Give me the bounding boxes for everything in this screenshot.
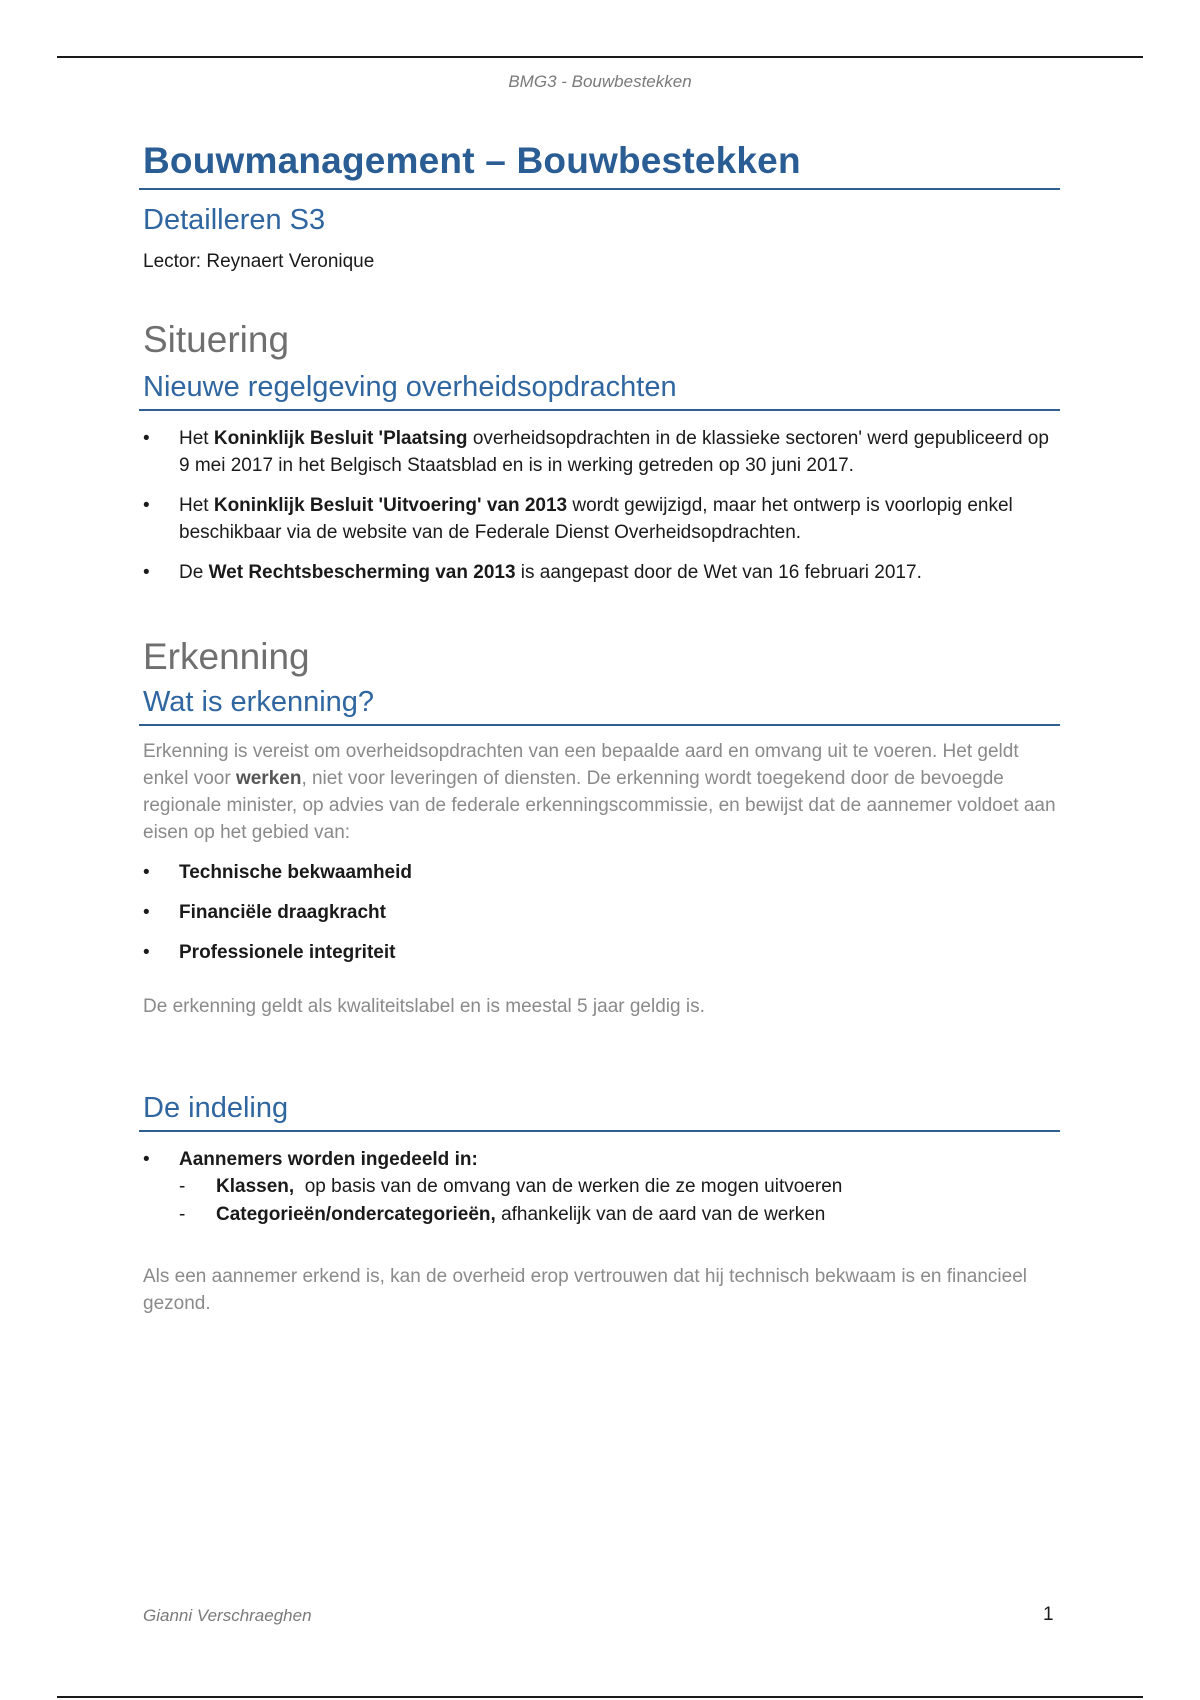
item-bold: Koninklijk Besluit 'Plaatsing — [213, 428, 468, 449]
page-number: 1 — [1043, 1604, 1054, 1625]
bullet-icon: • — [143, 428, 150, 449]
regelgeving-list — [143, 425, 1060, 586]
heading-erkenning: Erkenning — [143, 636, 310, 677]
bullet-icon: • — [143, 942, 150, 963]
list-item — [143, 425, 1060, 479]
dash-icon: - — [179, 1176, 186, 1197]
footer-author: Gianni Verschraeghen — [143, 1606, 312, 1625]
document-title: Bouwmanagement – Bouwbestekken — [139, 140, 1060, 190]
item-text: is aangepast door de Wet van 16 februari 2017. — [515, 562, 922, 583]
running-header: BMG3 - Bouwbestekken — [508, 72, 692, 91]
footer-rule — [57, 1696, 1143, 1698]
criterion-label: Technische bekwaamheid — [179, 862, 413, 883]
item-bold: Koninklijk Besluit 'Uitvoering' van 2013 — [213, 495, 568, 516]
sublist-item — [179, 1173, 1060, 1201]
list-item — [143, 939, 1060, 966]
intro-text: , niet voor leveringen of diensten. De erkenning wordt toegekend door de bevoegde regionale minister, op advies van de federale erkenningscommissie, en bewijst dat de aannemer voldoet aan eisen op het gebied van: — [143, 768, 1056, 843]
page-body — [143, 140, 1060, 1317]
heading-situering: Situering — [143, 319, 290, 360]
criterion-label: Financiële draagkracht — [179, 902, 386, 923]
list-item — [143, 1146, 1060, 1229]
lector-line: Lector: Reynaert Veronique — [143, 251, 375, 272]
item-text: Het — [179, 495, 214, 516]
bullet-icon: • — [143, 862, 150, 883]
dash-icon: - — [179, 1204, 186, 1225]
subitem-bold: Categorieën/ondercategorieën, — [216, 1204, 496, 1225]
list-item — [143, 899, 1060, 926]
subheading-wat-is-erkenning: Wat is erkenning? — [139, 686, 1060, 726]
indeling-list — [143, 1146, 1060, 1229]
list-item — [143, 859, 1060, 886]
indeling-lead: Aannemers worden ingedeeld in: — [179, 1149, 478, 1170]
item-text: overheidsopdrachten in de klassieke sectoren' werd gepubliceerd op 9 mei 2017 in het Belgisch Staatsblad en is in werking getreden op 30 juni 2017. — [179, 428, 1049, 476]
erkenning-closing: De erkenning geldt als kwaliteitslabel en is meestal 5 jaar geldig is. — [143, 996, 705, 1017]
subitem-text: afhankelijk van de aard van de werken — [495, 1204, 826, 1225]
intro-text: Erkenning is vereist om overheidsopdrachten van een bepaalde aard en omvang uit te voeren. Het geldt enkel voor — [143, 741, 1019, 789]
subheading-regelgeving: Nieuwe regelgeving overheidsopdrachten — [139, 371, 1060, 411]
bullet-icon: • — [143, 562, 150, 583]
item-text: wordt gewijzigd, maar het ontwerp is voorlopig enkel beschikbaar via de website van de Federale Dienst Overheidsopdrachten. — [179, 495, 1013, 543]
indeling-closing: Als een aannemer erkend is, kan de overheid erop vertrouwen dat hij technisch bekwaam is en financieel gezond. — [143, 1266, 1028, 1314]
subitem-text: op basis van de omvang van de werken die ze mogen uitvoeren — [294, 1176, 843, 1197]
bullet-icon: • — [143, 1149, 150, 1170]
item-text: De — [179, 562, 209, 583]
indeling-sublist — [179, 1173, 1060, 1229]
document-subtitle: Detailleren S3 — [143, 204, 326, 236]
criteria-list — [143, 859, 1060, 966]
header-rule — [57, 56, 1143, 58]
criterion-label: Professionele integriteit — [179, 942, 396, 963]
bullet-icon: • — [143, 902, 150, 923]
item-bold: Wet Rechtsbescherming van 2013 — [208, 562, 516, 583]
list-item — [143, 492, 1060, 546]
list-item — [143, 559, 1060, 586]
bullet-icon: • — [143, 495, 150, 516]
subheading-indeling: De indeling — [139, 1092, 1060, 1132]
subitem-bold: Klassen, — [216, 1176, 295, 1197]
sublist-item — [179, 1201, 1060, 1229]
intro-bold: werken — [235, 768, 302, 789]
erkenning-intro — [143, 738, 1060, 846]
item-text: Het — [179, 428, 214, 449]
